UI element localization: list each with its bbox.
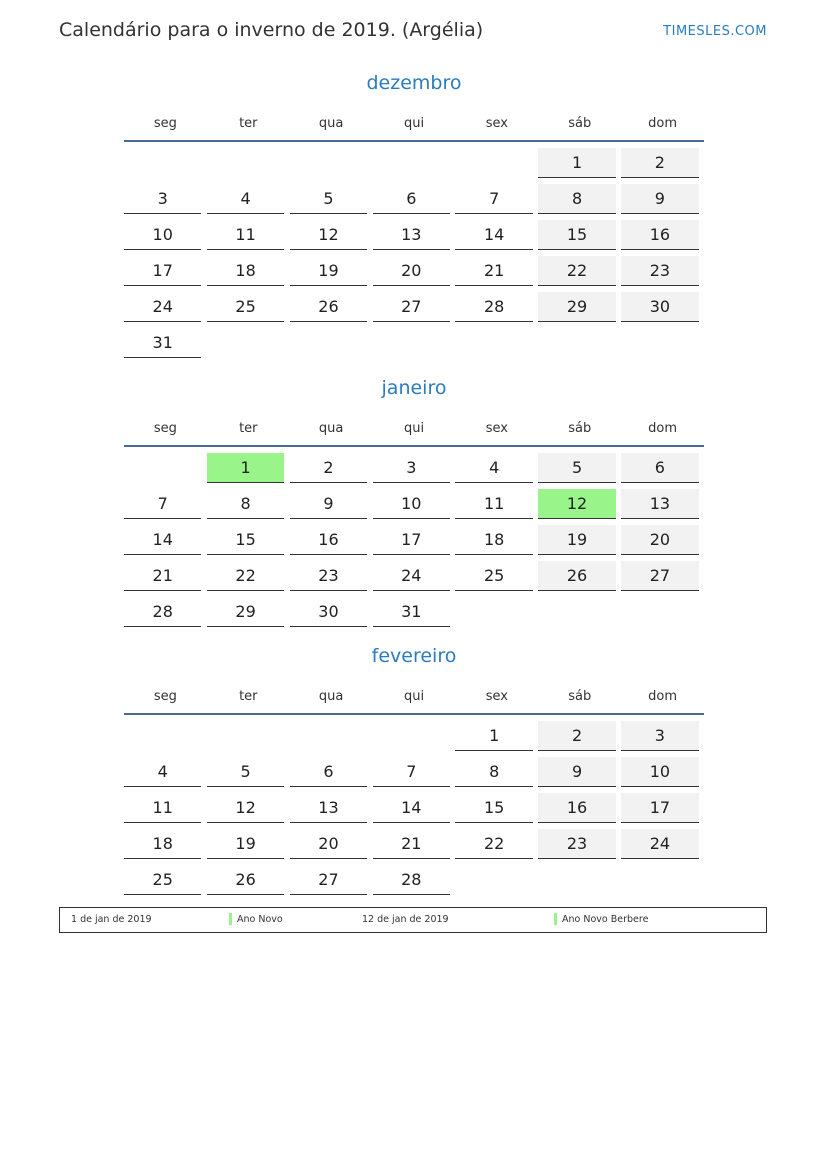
day-cell[interactable]: 1 — [538, 148, 615, 178]
day-cell[interactable]: 19 — [207, 829, 284, 859]
empty-cell — [538, 865, 615, 895]
weekday-label: ter — [239, 420, 258, 436]
empty-cell — [373, 328, 450, 358]
day-cell[interactable]: 22 — [455, 829, 532, 859]
week-row — [124, 721, 704, 757]
week-row — [124, 220, 704, 256]
day-cell[interactable]: 13 — [373, 220, 450, 250]
day-cell[interactable]: 28 — [124, 597, 201, 627]
day-cell[interactable]: 7 — [124, 489, 201, 519]
day-cell[interactable]: 18 — [207, 256, 284, 286]
day-cell[interactable]: 21 — [124, 561, 201, 591]
empty-cell — [290, 328, 367, 358]
empty-cell — [538, 597, 615, 627]
week-row — [124, 256, 704, 292]
month-january — [124, 375, 704, 633]
day-cell[interactable]: 5 — [207, 757, 284, 787]
month-december — [124, 70, 704, 364]
legend-color-swatch — [229, 913, 232, 925]
day-cell[interactable]: 8 — [538, 184, 615, 214]
day-cell[interactable]: 12 — [290, 220, 367, 250]
day-cell[interactable]: 8 — [455, 757, 532, 787]
empty-cell — [124, 721, 201, 751]
day-cell[interactable]: 29 — [207, 597, 284, 627]
legend-date: 12 de jan de 2019 — [362, 914, 449, 925]
day-cell[interactable]: 31 — [373, 597, 450, 627]
day-cell[interactable]: 26 — [290, 292, 367, 322]
day-cell[interactable]: 17 — [621, 793, 698, 823]
day-cell[interactable]: 15 — [538, 220, 615, 250]
day-cell[interactable]: 27 — [373, 292, 450, 322]
empty-cell — [207, 328, 284, 358]
day-cell[interactable]: 1 — [455, 721, 532, 751]
weekday-label: sáb — [568, 115, 592, 131]
month-name: fevereiro — [371, 645, 457, 667]
day-cell[interactable]: 18 — [455, 525, 532, 555]
week-row — [124, 148, 704, 184]
day-cell[interactable]: 20 — [373, 256, 450, 286]
weekday-label: ter — [239, 688, 258, 704]
day-cell[interactable]: 23 — [290, 561, 367, 591]
day-cell[interactable]: 21 — [455, 256, 532, 286]
day-cell[interactable]: 12 — [538, 489, 615, 519]
empty-cell — [124, 148, 201, 178]
day-cell[interactable]: 2 — [290, 453, 367, 483]
weekday-label: sáb — [568, 420, 592, 436]
week-row — [124, 829, 704, 865]
day-cell[interactable]: 16 — [621, 220, 698, 250]
empty-cell — [373, 148, 450, 178]
day-cell[interactable]: 27 — [621, 561, 698, 591]
day-cell[interactable]: 9 — [621, 184, 698, 214]
empty-cell — [455, 865, 532, 895]
weekday-label: sex — [485, 688, 508, 704]
weekday-label: sex — [485, 420, 508, 436]
day-cell[interactable]: 20 — [290, 829, 367, 859]
day-cell[interactable]: 5 — [538, 453, 615, 483]
weekday-label: qua — [318, 420, 344, 436]
weekday-label: seg — [153, 688, 177, 704]
legend-date: 1 de jan de 2019 — [71, 914, 152, 925]
empty-cell — [290, 721, 367, 751]
empty-cell — [538, 328, 615, 358]
month-february — [124, 643, 704, 901]
weekday-label: sex — [485, 115, 508, 131]
day-cell[interactable]: 25 — [455, 561, 532, 591]
weekday-header-row — [124, 679, 704, 715]
weekday-label: ter — [239, 115, 258, 131]
day-cell[interactable]: 27 — [290, 865, 367, 895]
weekday-label: seg — [153, 420, 177, 436]
week-row — [124, 184, 704, 220]
weeks-grid — [124, 148, 704, 364]
week-row — [124, 489, 704, 525]
day-cell[interactable]: 15 — [455, 793, 532, 823]
day-cell[interactable]: 24 — [124, 292, 201, 322]
day-cell[interactable]: 28 — [455, 292, 532, 322]
day-cell[interactable]: 8 — [207, 489, 284, 519]
weekday-label: dom — [648, 420, 678, 436]
empty-cell — [207, 721, 284, 751]
brand-link[interactable]: TIMESLES.COM — [663, 24, 767, 39]
legend-holiday-name: Ano Novo Berbere — [562, 914, 649, 925]
week-row — [124, 865, 704, 901]
weeks-grid — [124, 453, 704, 633]
day-cell[interactable]: 7 — [373, 757, 450, 787]
weekday-label: qua — [318, 688, 344, 704]
day-cell[interactable]: 11 — [207, 220, 284, 250]
week-row — [124, 757, 704, 793]
day-cell[interactable]: 11 — [455, 489, 532, 519]
day-cell[interactable]: 25 — [207, 292, 284, 322]
weekday-label: dom — [648, 688, 678, 704]
day-cell[interactable]: 19 — [538, 525, 615, 555]
day-cell[interactable]: 17 — [124, 256, 201, 286]
day-cell[interactable]: 31 — [124, 328, 201, 358]
day-cell[interactable]: 21 — [373, 829, 450, 859]
day-cell[interactable]: 16 — [538, 793, 615, 823]
empty-cell — [455, 597, 532, 627]
day-cell[interactable]: 15 — [207, 525, 284, 555]
week-row — [124, 453, 704, 489]
day-cell[interactable]: 23 — [621, 256, 698, 286]
day-cell[interactable]: 6 — [290, 757, 367, 787]
day-cell[interactable]: 3 — [373, 453, 450, 483]
day-cell[interactable]: 25 — [124, 865, 201, 895]
week-row — [124, 328, 704, 364]
week-row — [124, 597, 704, 633]
empty-cell — [290, 148, 367, 178]
empty-cell — [455, 148, 532, 178]
day-cell[interactable]: 4 — [207, 184, 284, 214]
day-cell[interactable]: 7 — [455, 184, 532, 214]
holiday-legend — [59, 907, 767, 933]
weekday-label: dom — [648, 115, 678, 131]
day-cell[interactable]: 24 — [621, 829, 698, 859]
day-cell[interactable]: 23 — [538, 829, 615, 859]
day-cell[interactable]: 2 — [621, 148, 698, 178]
day-cell[interactable]: 5 — [290, 184, 367, 214]
day-cell[interactable]: 19 — [290, 256, 367, 286]
page-title: Calendário para o inverno de 2019. (Argélia) — [59, 19, 484, 41]
month-name: dezembro — [366, 72, 462, 94]
day-cell[interactable]: 16 — [290, 525, 367, 555]
day-cell[interactable]: 12 — [207, 793, 284, 823]
day-cell[interactable]: 2 — [538, 721, 615, 751]
weekday-header-row — [124, 106, 704, 142]
week-row — [124, 793, 704, 829]
day-cell[interactable]: 26 — [538, 561, 615, 591]
weekday-label: sáb — [568, 688, 592, 704]
day-cell[interactable]: 10 — [373, 489, 450, 519]
week-row — [124, 292, 704, 328]
day-cell[interactable]: 3 — [124, 184, 201, 214]
legend-holiday-name: Ano Novo — [237, 914, 283, 925]
empty-cell — [373, 721, 450, 751]
day-cell[interactable]: 9 — [290, 489, 367, 519]
month-name: janeiro — [381, 377, 447, 399]
empty-cell — [207, 148, 284, 178]
day-cell[interactable]: 14 — [455, 220, 532, 250]
day-cell[interactable]: 30 — [621, 292, 698, 322]
day-cell[interactable]: 13 — [621, 489, 698, 519]
day-cell[interactable]: 4 — [455, 453, 532, 483]
empty-cell — [621, 865, 698, 895]
weekday-label: seg — [153, 115, 177, 131]
empty-cell — [455, 328, 532, 358]
week-row — [124, 525, 704, 561]
day-cell[interactable]: 28 — [373, 865, 450, 895]
weekday-label: qui — [403, 688, 425, 704]
day-cell[interactable]: 11 — [124, 793, 201, 823]
empty-cell — [621, 597, 698, 627]
day-cell[interactable]: 30 — [290, 597, 367, 627]
day-cell[interactable]: 9 — [538, 757, 615, 787]
day-cell[interactable]: 6 — [621, 453, 698, 483]
day-cell[interactable]: 13 — [290, 793, 367, 823]
empty-cell — [124, 453, 201, 483]
day-cell[interactable]: 17 — [373, 525, 450, 555]
day-cell[interactable]: 26 — [207, 865, 284, 895]
day-cell[interactable]: 22 — [207, 561, 284, 591]
day-cell[interactable]: 1 — [207, 453, 284, 483]
empty-cell — [621, 328, 698, 358]
day-cell[interactable]: 29 — [538, 292, 615, 322]
weekday-label: qui — [403, 420, 425, 436]
weeks-grid — [124, 721, 704, 901]
day-cell[interactable]: 6 — [373, 184, 450, 214]
day-cell[interactable]: 3 — [621, 721, 698, 751]
day-cell[interactable]: 14 — [124, 525, 201, 555]
day-cell[interactable]: 24 — [373, 561, 450, 591]
weekday-label: qui — [403, 115, 425, 131]
day-cell[interactable]: 10 — [124, 220, 201, 250]
week-row — [124, 561, 704, 597]
day-cell[interactable]: 22 — [538, 256, 615, 286]
day-cell[interactable]: 18 — [124, 829, 201, 859]
day-cell[interactable]: 10 — [621, 757, 698, 787]
legend-color-swatch — [554, 913, 557, 925]
day-cell[interactable]: 4 — [124, 757, 201, 787]
weekday-header-row — [124, 411, 704, 447]
day-cell[interactable]: 14 — [373, 793, 450, 823]
day-cell[interactable]: 20 — [621, 525, 698, 555]
weekday-label: qua — [318, 115, 344, 131]
